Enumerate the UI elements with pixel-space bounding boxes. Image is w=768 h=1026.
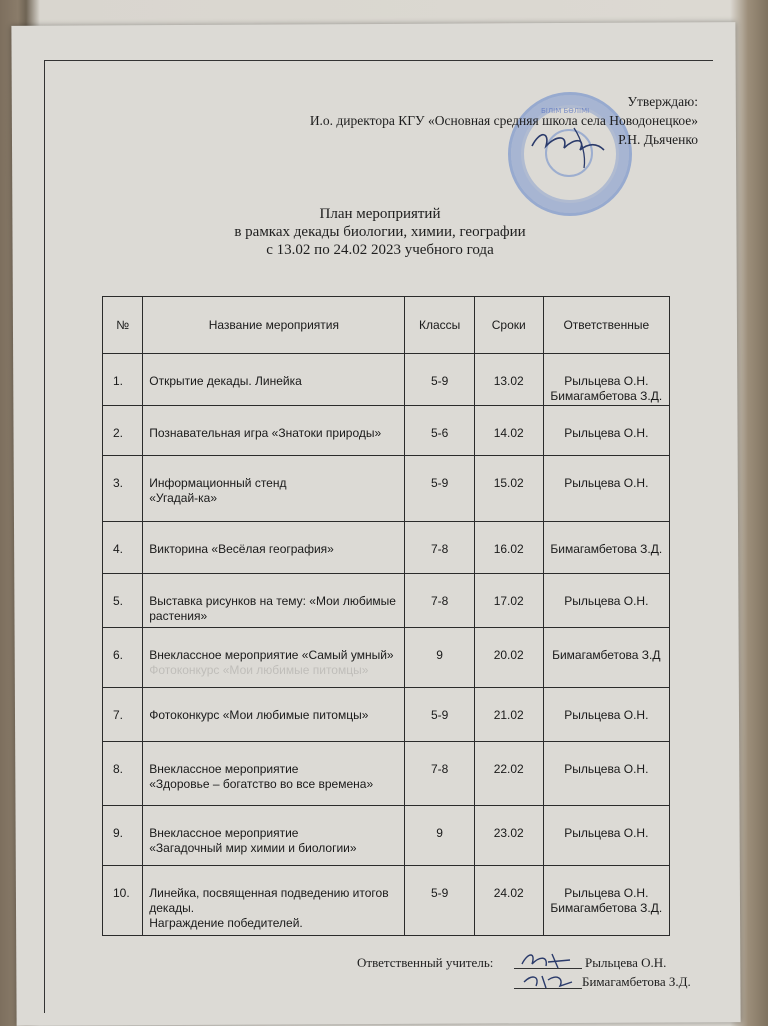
row-classes xyxy=(405,688,474,742)
row-number-line: 6. xyxy=(113,648,124,662)
teacher-signature-1 xyxy=(518,950,578,972)
row-event-name-line: «Загадочный мир химии и биологии» xyxy=(149,841,357,855)
footer-label: Ответственный учитель: xyxy=(357,955,494,970)
row-responsible-line: Рыльцева О.Н. xyxy=(564,426,649,440)
events-table xyxy=(102,296,670,936)
header-event-name: Название мероприятия xyxy=(143,297,405,354)
title-line-2: в рамках декады биологии, химии, географии xyxy=(234,224,526,240)
row-responsible-line: Рыльцева О.Н. xyxy=(564,594,649,608)
row-date xyxy=(474,522,543,574)
row-responsible-line: Рыльцева О.Н. xyxy=(564,886,649,900)
row-event-name-line: Фотоконкурс «Мои любимые питомцы» xyxy=(149,708,369,722)
row-event-name xyxy=(143,628,405,688)
row-number xyxy=(103,806,143,866)
row-classes xyxy=(405,866,474,936)
row-number-line: 5. xyxy=(113,594,124,608)
row-event-name-line: Линейка, посвященная подведению итогов декады. xyxy=(149,886,389,915)
approval-block xyxy=(310,92,698,149)
row-number-line: 8. xyxy=(113,762,124,776)
row-event-name-line: Внеклассное мероприятие xyxy=(149,762,299,776)
row-classes-line: 7-8 xyxy=(430,594,449,608)
row-event-name xyxy=(143,522,405,574)
row-responsible xyxy=(543,574,669,628)
table-row xyxy=(103,806,670,866)
row-date-line: 22.02 xyxy=(493,762,524,776)
approval-line-1: Утверждаю: xyxy=(627,94,698,109)
row-responsible-line: Рыльцева О.Н. xyxy=(564,374,649,388)
table-header-row xyxy=(103,297,670,354)
row-number xyxy=(103,456,143,522)
row-responsible-line: Бимагамбетова З.Д. xyxy=(550,389,663,403)
row-event-name xyxy=(143,742,405,806)
row-date xyxy=(474,866,543,936)
row-number-line: 3. xyxy=(113,476,124,490)
row-date xyxy=(474,806,543,866)
row-date-line: 15.02 xyxy=(493,476,524,490)
row-classes-line: 5-9 xyxy=(430,886,449,900)
approval-line-3: Р.Н. Дьяченко xyxy=(618,132,698,147)
row-event-name xyxy=(143,806,405,866)
row-responsible-line: Бимагамбетова З.Д xyxy=(552,648,661,662)
row-number-line: 10. xyxy=(113,886,130,900)
table-row xyxy=(103,522,670,574)
row-classes-line: 5-9 xyxy=(430,708,449,722)
row-responsible xyxy=(543,806,669,866)
row-responsible xyxy=(543,688,669,742)
row-date xyxy=(474,628,543,688)
row-classes xyxy=(405,806,474,866)
row-classes-line: 7-8 xyxy=(430,762,449,776)
row-date xyxy=(474,574,543,628)
row-number xyxy=(103,866,143,936)
table-row xyxy=(103,574,670,628)
approval-line-2: И.о. директора КГУ «Основная средняя школа села Новодонецкое» xyxy=(309,113,698,128)
header-responsible: Ответственные xyxy=(543,297,669,354)
row-number xyxy=(103,742,143,806)
row-number xyxy=(103,406,143,456)
row-classes xyxy=(405,522,474,574)
row-date xyxy=(474,456,543,522)
row-date-line: 21.02 xyxy=(493,708,524,722)
table-row xyxy=(103,456,670,522)
row-responsible xyxy=(543,522,669,574)
row-event-name-line: Познавательная игра «Знатоки природы» xyxy=(149,426,382,440)
table-row xyxy=(103,406,670,456)
row-event-name-line: «Здоровье – богатство во все времена» xyxy=(149,777,374,791)
row-event-name xyxy=(143,574,405,628)
row-number-line: 4. xyxy=(113,542,124,556)
table-row xyxy=(103,354,670,406)
row-responsible xyxy=(543,742,669,806)
table-row xyxy=(103,688,670,742)
row-responsible-line: Рыльцева О.Н. xyxy=(564,826,649,840)
row-classes xyxy=(405,628,474,688)
row-classes xyxy=(405,742,474,806)
document-title xyxy=(170,205,590,259)
row-number-line: 9. xyxy=(113,826,124,840)
row-responsible xyxy=(543,628,669,688)
row-event-name xyxy=(143,354,405,406)
footer-name-2: Бимагамбетова З.Д. xyxy=(582,974,691,989)
row-responsible xyxy=(543,354,669,406)
row-date xyxy=(474,406,543,456)
row-event-name xyxy=(143,866,405,936)
row-event-name xyxy=(143,688,405,742)
row-date-line: 16.02 xyxy=(493,542,524,556)
row-event-name xyxy=(143,406,405,456)
director-signature xyxy=(528,120,608,170)
row-responsible-line: Рыльцева О.Н. xyxy=(564,476,649,490)
row-event-name-line: Информационный стенд xyxy=(149,476,287,490)
header-classes: Классы xyxy=(405,297,474,354)
header-number: № xyxy=(103,297,143,354)
teacher-signature-2 xyxy=(520,972,580,992)
footer-name-1: Рыльцева О.Н. xyxy=(585,955,667,970)
row-responsible xyxy=(543,406,669,456)
row-classes-line: 5-9 xyxy=(430,476,449,490)
row-date-line: 24.02 xyxy=(493,886,524,900)
row-classes-line: 5-6 xyxy=(430,426,449,440)
row-responsible-line: Бимагамбетова З.Д. xyxy=(550,542,663,556)
row-number xyxy=(103,688,143,742)
row-event-name-line: Внеклассное мероприятие xyxy=(149,826,299,840)
row-event-name-line: Открытие декады. Линейка xyxy=(149,374,302,388)
row-faded-text: Фотоконкурс «Мои любимые питомцы» xyxy=(149,663,369,677)
row-classes-line: 9 xyxy=(436,826,443,840)
row-responsible-line: Рыльцева О.Н. xyxy=(564,762,649,776)
title-line-1: План мероприятий xyxy=(319,206,441,222)
row-date-line: 23.02 xyxy=(493,826,524,840)
table-row xyxy=(103,742,670,806)
row-event-name-line: Викторина «Весёлая география» xyxy=(149,542,334,556)
row-date xyxy=(474,688,543,742)
title-line-3: с 13.02 по 24.02 2023 учебного года xyxy=(266,242,494,258)
row-classes-line: 9 xyxy=(436,648,443,662)
row-number-line: 2. xyxy=(113,426,124,440)
row-responsible xyxy=(543,866,669,936)
row-responsible xyxy=(543,456,669,522)
row-classes xyxy=(405,406,474,456)
row-event-name-line: Награждение победителей. xyxy=(149,916,303,930)
row-date xyxy=(474,742,543,806)
row-number xyxy=(103,628,143,688)
row-classes xyxy=(405,574,474,628)
row-classes xyxy=(405,456,474,522)
row-number xyxy=(103,354,143,406)
row-date-line: 20.02 xyxy=(493,648,524,662)
row-date-line: 14.02 xyxy=(493,426,524,440)
row-number xyxy=(103,522,143,574)
row-date xyxy=(474,354,543,406)
seal-text: БІЛІМ БӨЛІМІ xyxy=(541,107,590,115)
row-responsible-line: Бимагамбетова З.Д. xyxy=(550,901,663,915)
row-event-name-line: Выставка рисунков на тему: «Мои любимые растения» xyxy=(149,594,396,623)
table-row xyxy=(103,628,670,688)
row-number xyxy=(103,574,143,628)
header-dates: Сроки xyxy=(474,297,543,354)
row-classes-line: 5-9 xyxy=(430,374,449,388)
row-number-line: 7. xyxy=(113,708,124,722)
row-date-line: 17.02 xyxy=(493,594,524,608)
row-date-line: 13.02 xyxy=(493,374,524,388)
table-row xyxy=(103,866,670,936)
row-classes-line: 7-8 xyxy=(430,542,449,556)
row-event-name-line: Внеклассное мероприятие «Самый умный» xyxy=(149,648,394,662)
row-event-name-line: «Угадай-ка» xyxy=(149,491,218,505)
row-responsible-line: Рыльцева О.Н. xyxy=(564,708,649,722)
row-event-name xyxy=(143,456,405,522)
row-classes xyxy=(405,354,474,406)
row-number-line: 1. xyxy=(113,374,124,388)
